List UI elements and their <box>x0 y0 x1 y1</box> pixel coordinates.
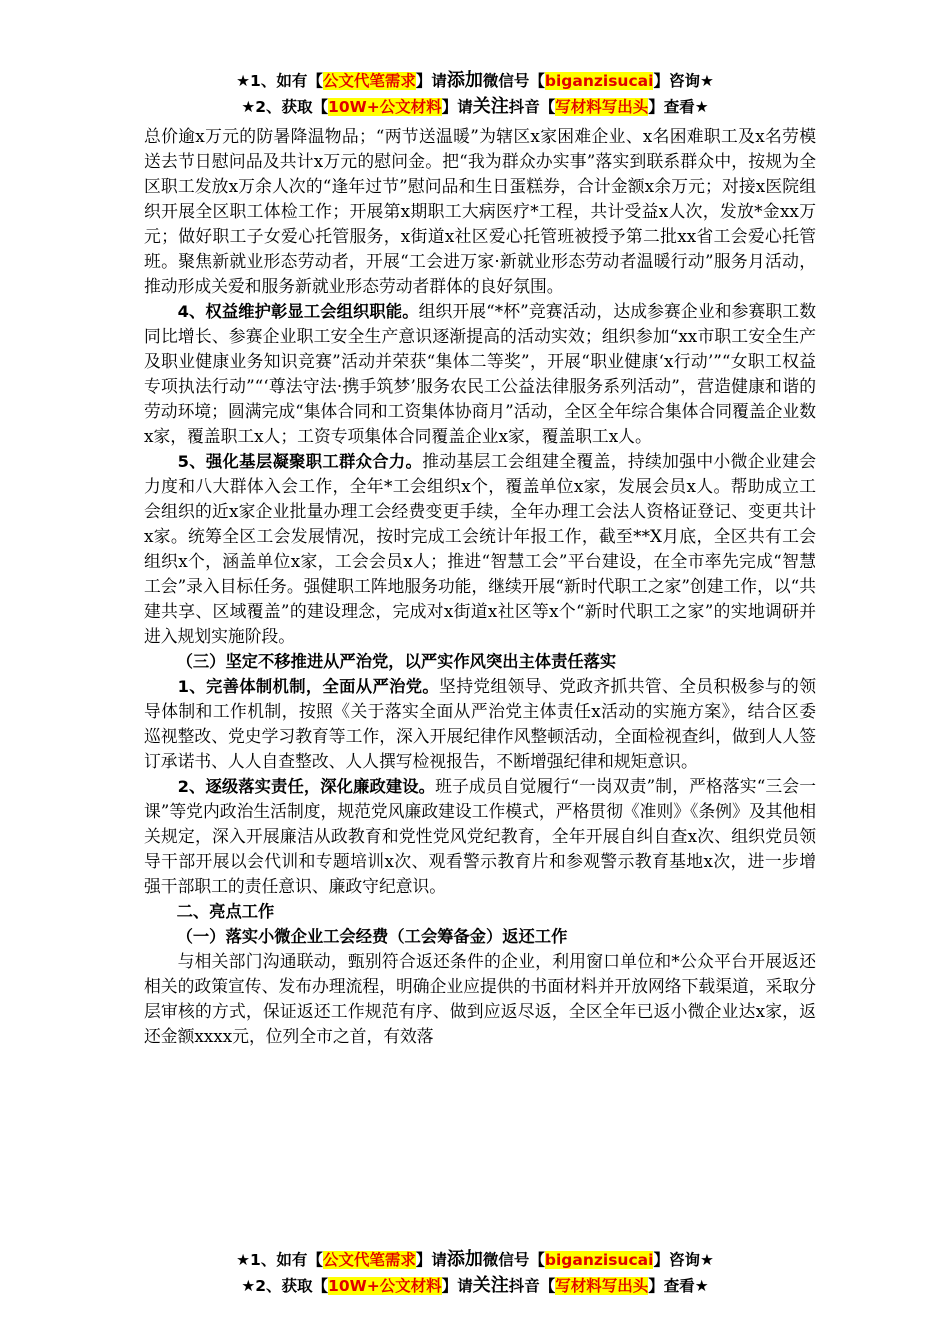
highlight-text: 10W+公文材料 <box>328 98 442 116</box>
paragraph-heading: 5、强化基层凝聚职工群众合力。 <box>177 452 423 471</box>
paragraph-heading: 4、权益维护彰显工会组织职能。 <box>177 302 419 321</box>
paragraph: 1、完善体制机制，全面从严治党。坚持党组领导、党政齐抓共管、全员积极参与的领导体制和工作机制，按照《关于落实全面从严治党主体责任x活动的实施方案》，结合区委巡视整改、党史学习教育等工作，深入开展纪律作风整顿活动，全面检视查纠，做到人人签订承诺书、人人自查整改、人人撰写检视报告，不断增强纪律和规矩意识。 <box>144 676 816 771</box>
bottom-banner <box>100 1247 850 1299</box>
paragraph: 2、逐级落实责任，深化廉政建设。班子成员自觉履行“一岗双责”制，严格落实“三会一课”等党内政治生活制度，规范党风廉政建设工作模式，严格贯彻《准则》《条例》及其他相关规定，深入开展廉洁从政教育和党性党风党纪教育，全年开展自纠自查x次、组织党员领导干部开展以会代训和专题培训x次、观看警示教育片和参观警示教育基地x次，进一步增强干部职工的责任意识、廉政守纪意识。 <box>144 776 816 896</box>
highlight-text: 公文代笔需求 <box>322 1251 416 1269</box>
banner-line-2: ★2、获取【10W+公文材料】请关注抖音【写材料写出头】查看★ <box>241 96 709 117</box>
highlight-text: 写材料写出头 <box>555 98 649 116</box>
subsection-heading: （一）落实小微企业工会经费（工会筹备金）返还工作 <box>176 927 568 946</box>
highlight-text: biganzisucai <box>544 1251 654 1269</box>
highlight-text: 写材料写出头 <box>555 1277 649 1295</box>
paragraph-heading: 2、逐级落实责任，深化廉政建设。 <box>177 777 436 796</box>
paragraph: 5、强化基层凝聚职工群众合力。推动基层工会组建全覆盖，持续加强中小微企业建会力度和八大群体入会工作，全年*工会组织x个，覆盖单位x家，发展会员x人。帮助成立工会组织的近x家企业批量办理工会经费变更手续，全年办理工会法人资格证登记、变更共计x家。统筹全区工会发展情况，按时完成工会统计年报工作，截至**X月底，全区共有工会组织x个，涵盖单位x家，工会会员x人；推进“智慧工会”平台建设，在全市率先完成“智慧工会”录入目标任务。强健职工阵地服务功能，继续开展“新时代职工之家”创建工作，以“共建共享、区域覆盖”的建设理念，完成对x街道x社区等x个“新时代职工之家”的实地调研并进入规划实施阶段。 <box>144 451 817 646</box>
highlight-text: 公文代笔需求 <box>322 72 416 90</box>
top-banner <box>100 68 850 120</box>
document-body <box>144 124 816 1049</box>
section-heading: 二、亮点工作 <box>176 902 275 921</box>
section-heading: （三）坚定不移推进从严治党，以严实作风突出主体责任落实 <box>176 652 617 671</box>
highlight-text: 10W+公文材料 <box>328 1277 442 1295</box>
banner-line-1: ★1、如有【公文代笔需求】请添加微信号【biganzisucai】咨询★ <box>236 70 714 91</box>
banner-line-1: ★1、如有【公文代笔需求】请添加微信号【biganzisucai】咨询★ <box>236 1249 714 1270</box>
paragraph-heading: 1、完善体制机制，全面从严治党。 <box>177 677 440 696</box>
paragraph: 总价逾x万元的防暑降温物品；“两节送温暖”为辖区x家困难企业、x名困难职工及x名劳模送去节日慰问品及共计x万元的慰问金。把“我为群众办实事”落实到联系群众中，按规为全区职工发放x万余人次的“逢年过节”慰问品和生日蛋糕券，合计金额x余万元；对接x医院组织开展全区职工体检工作；开展第x期职工大病医疗*工程，共计受益x人次，发放*金xx万元；做好职工子女爱心托管服务，x街道x社区爱心托管班被授予第二批xx省工会爱心托管班。聚焦新就业形态劳动者，开展“工会进万家·新就业形态劳动者温暖行动”服务月活动，推动形成关爱和服务新就业形态劳动者群体的良好氛围。 <box>144 126 816 296</box>
paragraph: 4、权益维护彰显工会组织职能。组织开展“*杯”竞赛活动，达成参赛企业和参赛职工数同比增长、参赛企业职工安全生产意识逐渐提高的活动实效；组织参加“xx市职工安全生产及职业健康业务知识竞赛”活动并荣获“集体二等奖”，开展“职业健康‘x行动’”“女职工权益专项执法行动”“‘尊法守法·携手筑梦’服务农民工公益法律服务系列活动”，营造健康和谐的劳动环境；圆满完成“集体合同和工资集体协商月”活动，全区全年综合集体合同覆盖企业数x家，覆盖职工x人；工资专项集体合同覆盖企业x家，覆盖职工x人。 <box>144 301 816 446</box>
highlight-text: biganzisucai <box>544 72 654 90</box>
banner-line-2: ★2、获取【10W+公文材料】请关注抖音【写材料写出头】查看★ <box>241 1275 709 1296</box>
paragraph: 与相关部门沟通联动，甄别符合返还条件的企业，利用窗口单位和*公众平台开展返还相关的政策宣传、发布办理流程，明确企业应提供的书面材料并开放网络下载渠道，采取分层审核的方式，保证返还工作规范有序、做到应返尽返，全区全年已返小微企业达x家，返还金额xxxx元，位列全市之首，有效落 <box>144 951 816 1046</box>
